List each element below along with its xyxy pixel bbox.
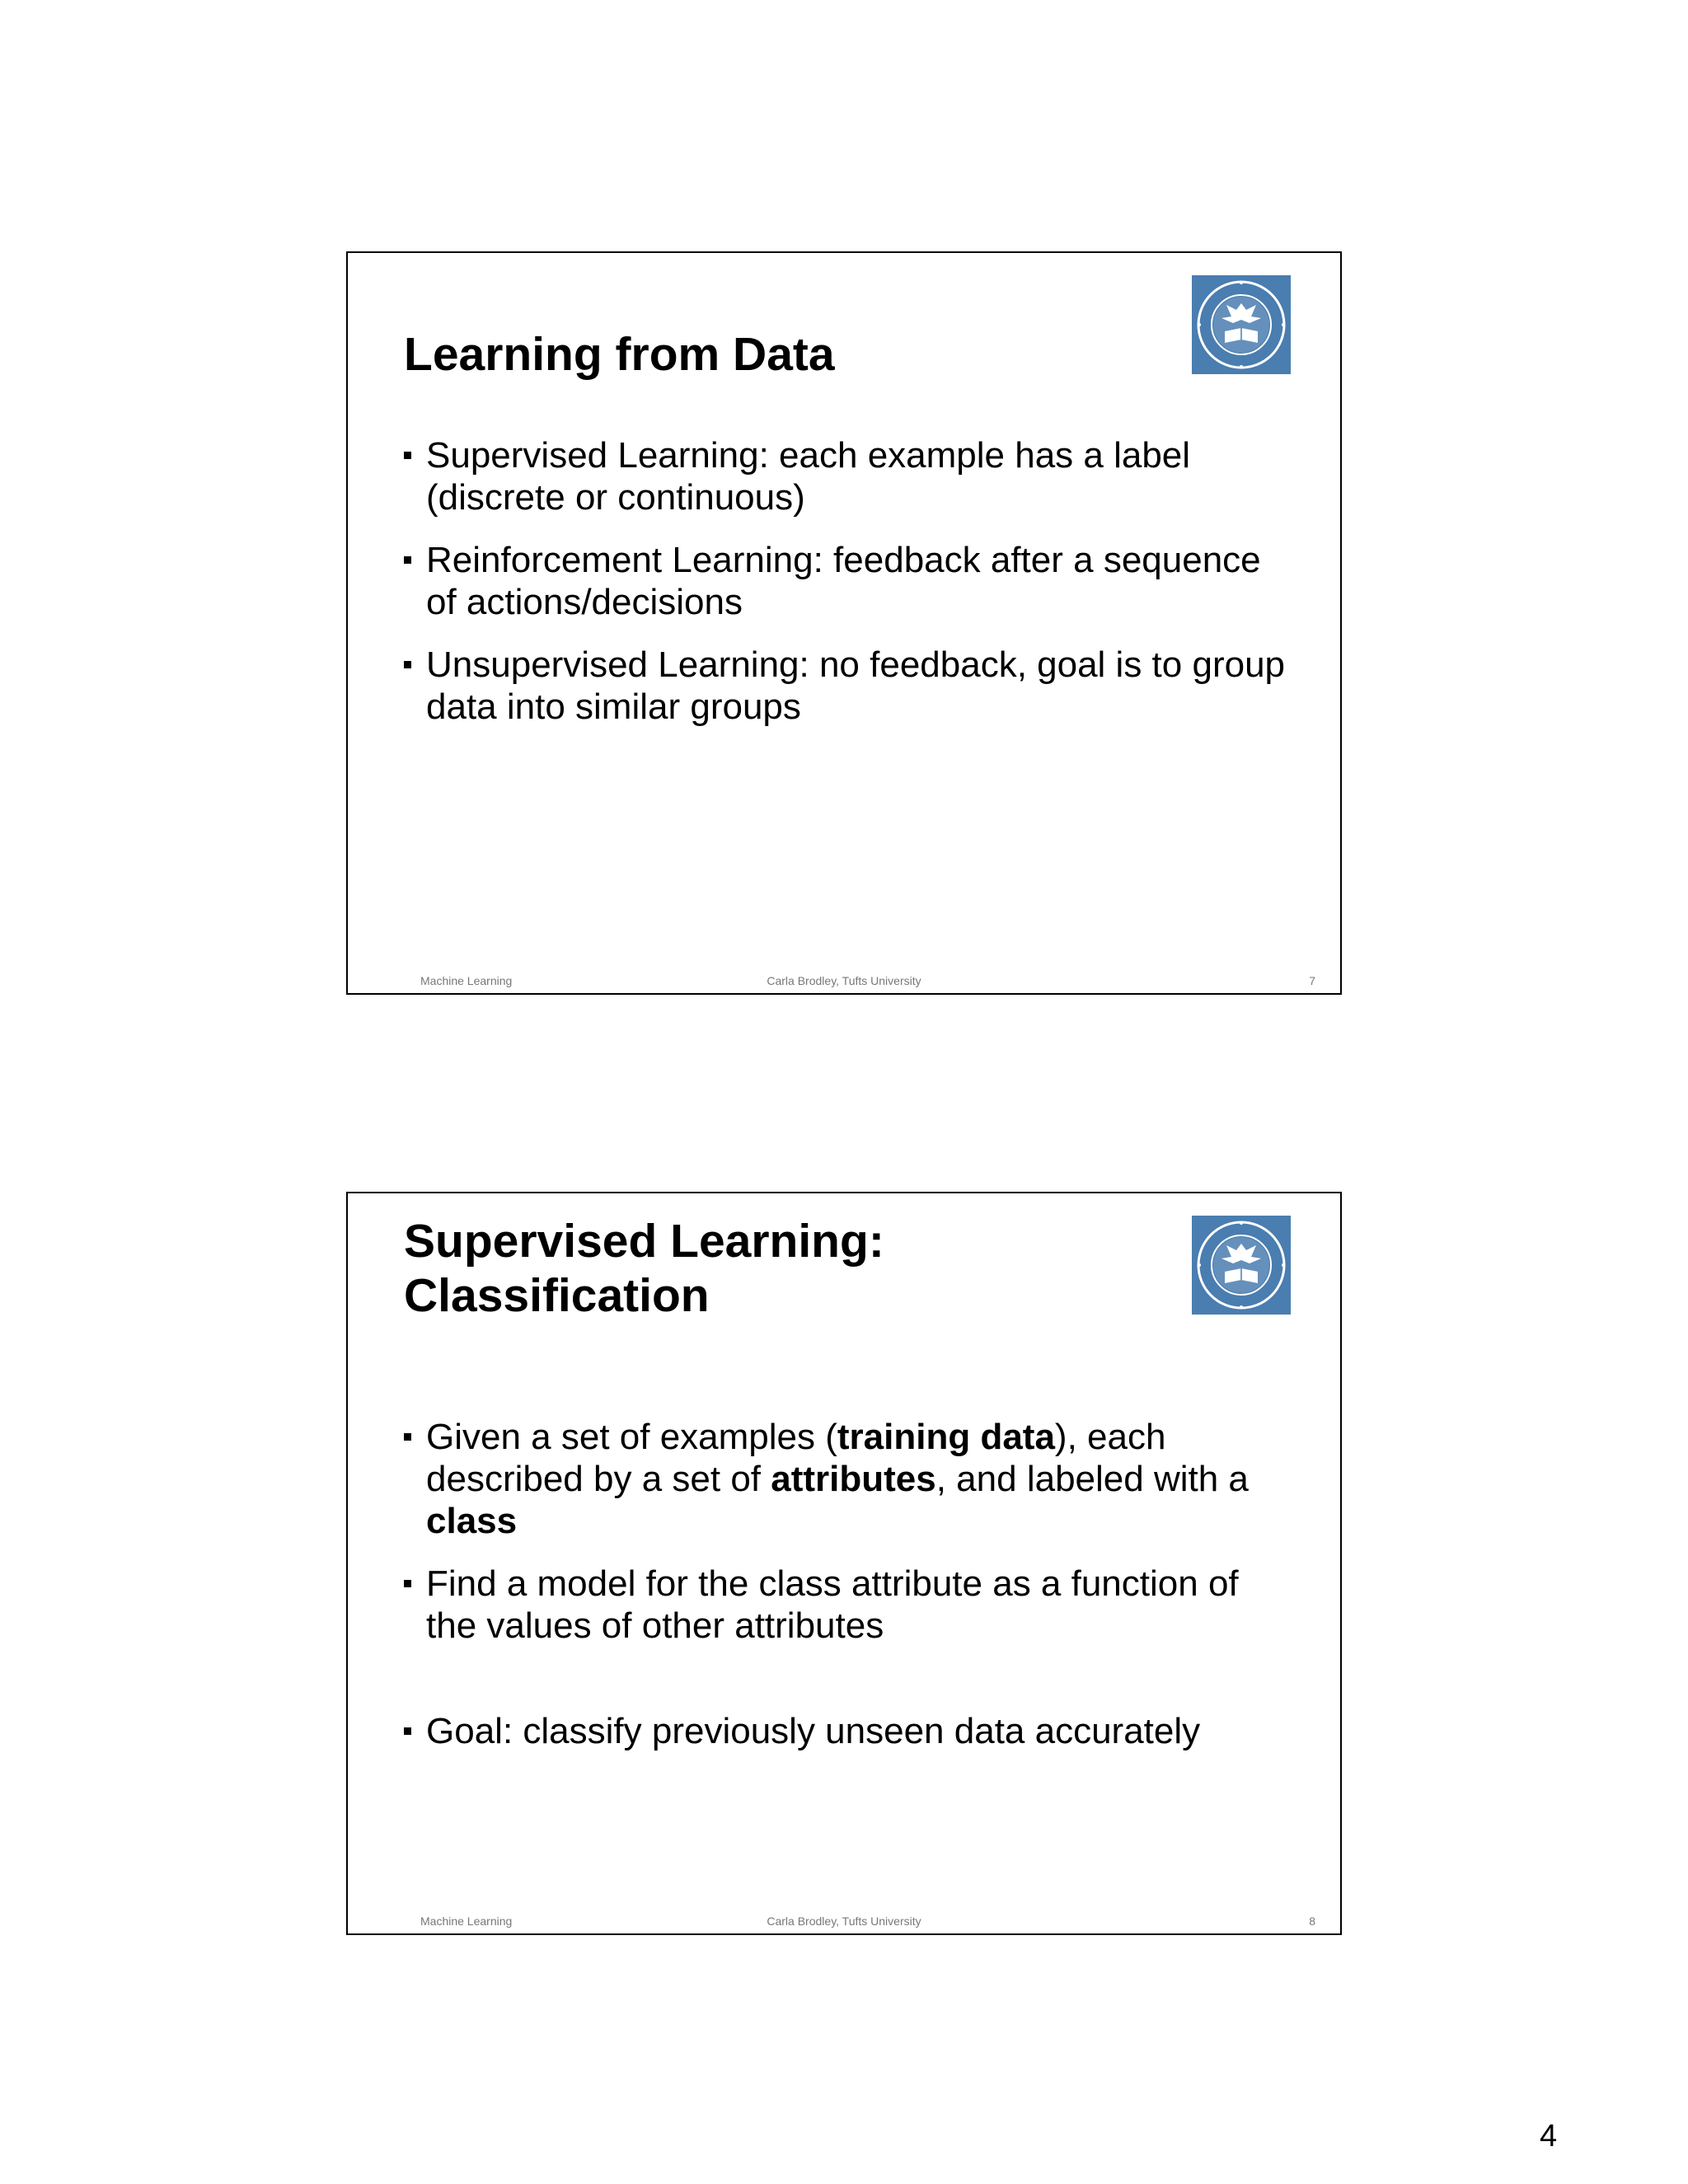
bullet-item (404, 1563, 1286, 1647)
tufts-seal-icon (1192, 275, 1291, 374)
bullet-square-icon (404, 556, 411, 564)
bullet-item (404, 1416, 1286, 1542)
slide-title: Learning from Data (404, 328, 835, 381)
footer-slide-number: 7 (1309, 974, 1315, 987)
slide-supervised-classification (346, 1192, 1342, 1935)
bullet-text: Reinforcement Learning: feedback after a sequence of actions/decisions (426, 540, 1261, 622)
slide-title-line2: Classification (404, 1269, 710, 1322)
bullet-square-icon (404, 452, 411, 459)
bullet-item (404, 1710, 1286, 1752)
bold-term-attributes: attributes (771, 1459, 936, 1499)
bullet-item (404, 434, 1286, 518)
bold-term-class: class (426, 1501, 518, 1541)
bullet-item (404, 644, 1286, 728)
bullet-list (404, 1416, 1286, 1773)
bullet-text: Supervised Learning: each example has a label (discrete or continuous) (426, 435, 1191, 518)
text-run: ), each described by a set of (426, 1417, 1166, 1499)
tufts-seal-icon (1192, 1216, 1291, 1315)
bullet-square-icon (404, 661, 411, 668)
slide-title-line1: Supervised Learning: (404, 1215, 884, 1268)
slide-learning-from-data (346, 251, 1342, 995)
footer-slide-number: 8 (1309, 1915, 1315, 1928)
bullet-text (426, 1417, 1249, 1541)
text-run: Given a set of examples ( (426, 1417, 837, 1457)
footer-author: Carla Brodley, Tufts University (767, 1915, 921, 1928)
bullet-text: Unsupervised Learning: no feedback, goal is to group data into similar groups (426, 644, 1286, 727)
footer-course: Machine Learning (420, 974, 513, 987)
bullet-text: Goal: classify previously unseen data accurately (426, 1711, 1201, 1751)
page-number: 4 (1540, 2119, 1558, 2154)
footer-author: Carla Brodley, Tufts University (767, 974, 921, 987)
bullet-list (404, 434, 1286, 748)
bullet-item (404, 539, 1286, 623)
footer-course: Machine Learning (420, 1915, 513, 1928)
bullet-square-icon (404, 1580, 411, 1587)
bullet-square-icon (404, 1433, 411, 1441)
slide-title (404, 1214, 1129, 1323)
text-run: , and labeled with a (935, 1459, 1249, 1499)
bullet-square-icon (404, 1727, 411, 1735)
bullet-text: Find a model for the class attribute as a function of the values of other attributes (426, 1563, 1239, 1646)
bold-term-training-data: training data (837, 1417, 1055, 1457)
